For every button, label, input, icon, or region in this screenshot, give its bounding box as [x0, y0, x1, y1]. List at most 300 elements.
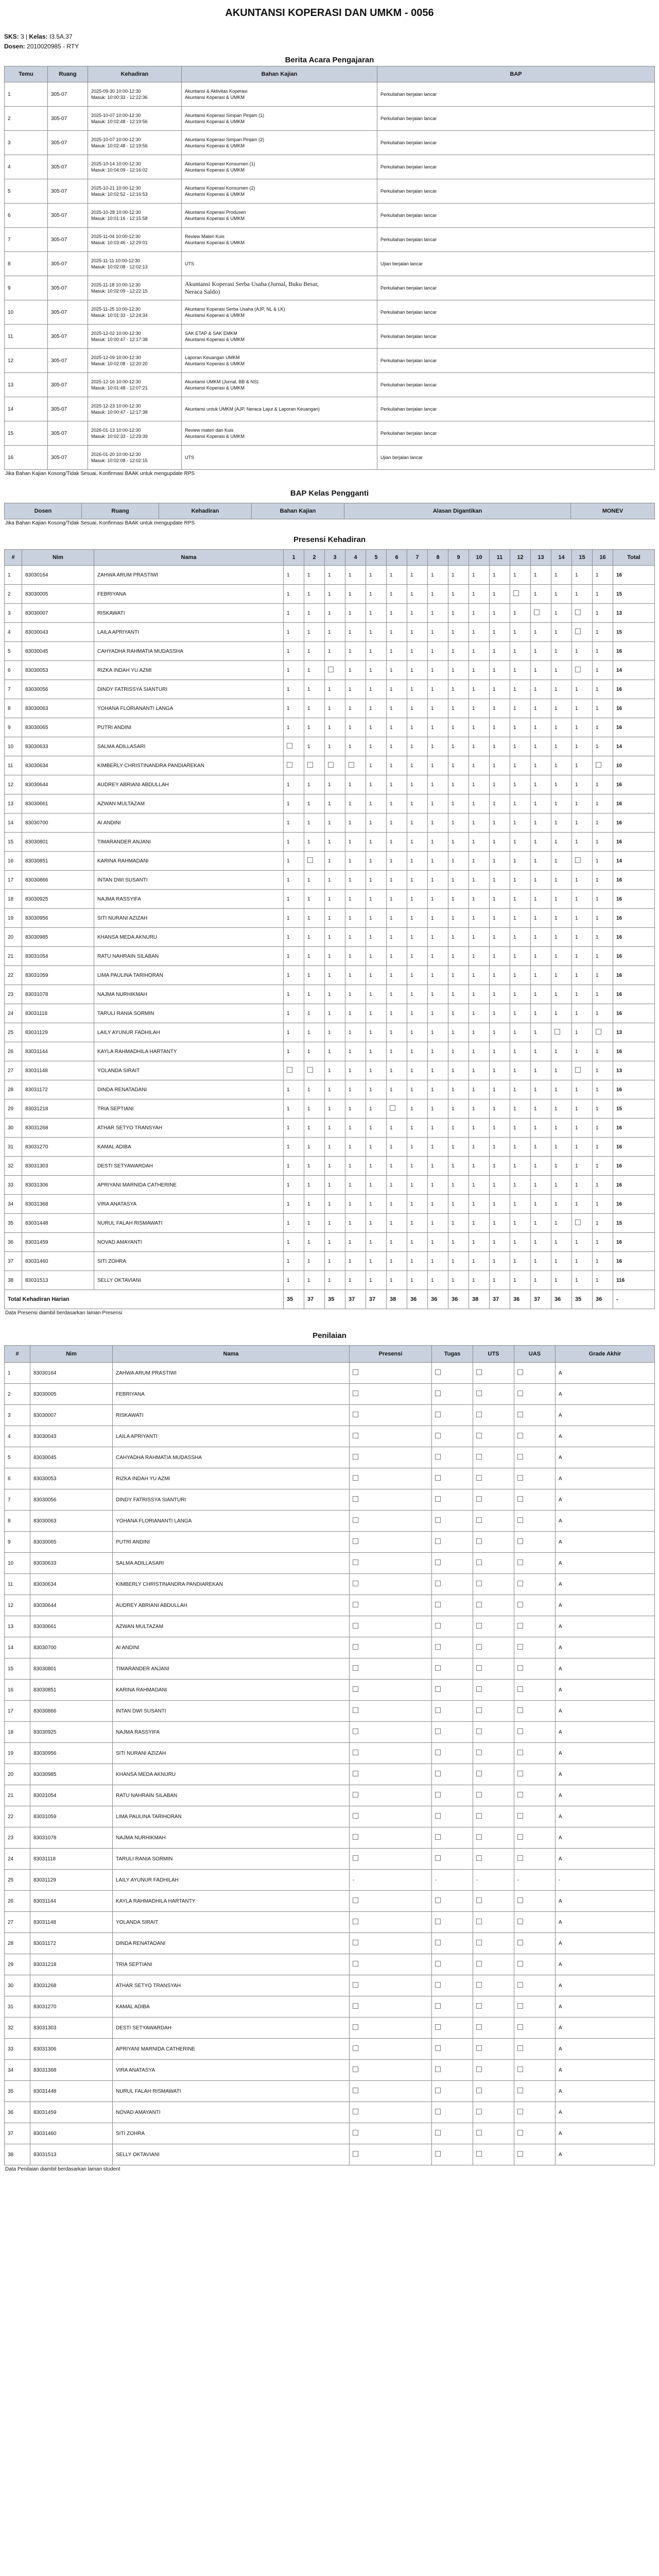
- attendance-cell: 1: [428, 985, 448, 1004]
- attendance-cell: 1: [387, 1004, 407, 1023]
- score-checkbox-icon: [353, 1391, 358, 1396]
- student-nim: 83031218: [30, 1954, 113, 1975]
- attendance-total: 16: [613, 1118, 655, 1138]
- attendance-cell: 1: [572, 1042, 593, 1061]
- bap-schedule: 2025-10-21 10:00-12:30: [91, 185, 141, 191]
- attendance-cell: 1: [325, 566, 345, 585]
- table-row: [5, 2081, 655, 2102]
- kelas-value: I3.5A.37: [49, 33, 73, 40]
- attendance-cell: 1: [593, 947, 613, 966]
- attendance-cell: 1: [387, 909, 407, 928]
- score-checkbox-icon: [353, 1517, 358, 1523]
- attendance-cell: 1: [448, 1080, 469, 1099]
- absent-checkbox-icon: [575, 667, 581, 672]
- bap-ruang: 305-07: [48, 107, 88, 131]
- score-cell: [350, 1975, 432, 1996]
- row-number: 1: [5, 566, 22, 585]
- student-nim: 83031078: [30, 1827, 113, 1849]
- attendance-cell: 1: [469, 680, 490, 699]
- daily-total-value: 37: [345, 1290, 366, 1309]
- attendance-cell: 1: [510, 794, 531, 814]
- student-name: CAHYADHA RAHMATIA MUDASSHA: [113, 1447, 350, 1468]
- score-cell: [432, 1489, 473, 1511]
- score-checkbox-icon: [435, 1940, 441, 1945]
- attendance-cell: 1: [593, 852, 613, 871]
- attendance-cell: 1: [448, 1271, 469, 1290]
- student-name: NAJMA RASSYIFA: [94, 890, 284, 909]
- attendance-cell: 1: [304, 1157, 325, 1176]
- penilaian-col-header: #: [5, 1346, 30, 1363]
- absent-checkbox-icon: [307, 1067, 313, 1073]
- attendance-cell: 1: [551, 814, 572, 833]
- score-checkbox-icon: [435, 1982, 441, 1988]
- score-cell: [432, 1701, 473, 1722]
- score-cell: [514, 1849, 556, 1870]
- table-row: [5, 890, 655, 909]
- attendance-cell: 1: [490, 1138, 510, 1157]
- score-cell: -: [473, 1870, 514, 1891]
- attendance-cell: 1: [531, 1118, 551, 1138]
- attendance-cell: 1: [284, 1118, 304, 1138]
- bap-temu: 10: [5, 300, 48, 325]
- attendance-cell: 1: [490, 794, 510, 814]
- presensi-table: [4, 549, 655, 1309]
- table-row: [5, 1042, 655, 1061]
- attendance-cell: 1: [407, 1271, 428, 1290]
- attendance-cell: 1: [510, 1271, 531, 1290]
- bap-kajian-line: Akuntansi Koperasi Konsumen (1): [185, 161, 255, 166]
- absent-checkbox-icon: [513, 590, 519, 596]
- bap-ruang: 305-07: [48, 179, 88, 204]
- attendance-cell: 1: [366, 1080, 387, 1099]
- attendance-total: 116: [613, 1271, 655, 1290]
- score-cell: [514, 1489, 556, 1511]
- bap-temu: 2: [5, 107, 48, 131]
- attendance-cell: 1: [428, 775, 448, 794]
- score-cell: [473, 1764, 514, 1785]
- score-checkbox-icon: [353, 1602, 358, 1607]
- score-cell: [432, 1743, 473, 1764]
- attendance-cell: 1: [325, 699, 345, 718]
- score-checkbox-icon: [517, 1771, 523, 1776]
- score-checkbox-icon: [353, 1623, 358, 1629]
- attendance-cell: 1: [448, 775, 469, 794]
- attendance-cell: 1: [284, 947, 304, 966]
- score-checkbox-icon: [353, 1686, 358, 1692]
- final-grade: A: [556, 1553, 655, 1574]
- attendance-cell: 1: [325, 1061, 345, 1080]
- attendance-cell: 1: [531, 1214, 551, 1233]
- bap-attendance-time: Masuk: 10:02:08 - 12:02:13: [91, 264, 148, 269]
- row-number: 38: [5, 2144, 30, 2165]
- score-checkbox-icon: [476, 2003, 482, 2009]
- attendance-cell: 1: [551, 699, 572, 718]
- score-cell: [514, 1637, 556, 1658]
- score-checkbox-icon: [476, 2045, 482, 2051]
- presensi-col-header: 5: [366, 550, 387, 566]
- attendance-cell: 1: [304, 661, 325, 680]
- penilaian-note: Data Penilaian diambil berdasarkan laman student: [5, 2166, 120, 2172]
- table-row: [5, 1118, 655, 1138]
- attendance-cell: 1: [345, 966, 366, 985]
- bap-kehadiran: [88, 349, 182, 373]
- student-nim: 83030005: [30, 1384, 113, 1405]
- score-checkbox-icon: [435, 1728, 441, 1734]
- bap-kehadiran: [88, 131, 182, 155]
- attendance-cell: 1: [325, 947, 345, 966]
- attendance-cell: 1: [448, 833, 469, 852]
- table-row: [5, 1252, 655, 1271]
- attendance-cell: [325, 756, 345, 775]
- student-nim: 83031218: [22, 1099, 94, 1118]
- attendance-cell: 1: [366, 871, 387, 890]
- score-cell: [350, 1743, 432, 1764]
- attendance-cell: 1: [551, 756, 572, 775]
- row-number: 10: [5, 1553, 30, 1574]
- bap-bahan-kajian: [182, 373, 377, 397]
- score-cell: [432, 1849, 473, 1870]
- score-cell: [432, 1595, 473, 1616]
- attendance-cell: 1: [572, 566, 593, 585]
- attendance-cell: 1: [387, 985, 407, 1004]
- attendance-cell: 1: [284, 1080, 304, 1099]
- row-number: 34: [5, 1195, 22, 1214]
- attendance-total: 16: [613, 680, 655, 699]
- attendance-cell: 1: [593, 566, 613, 585]
- attendance-cell: 1: [593, 775, 613, 794]
- attendance-cell: 1: [572, 1271, 593, 1290]
- table-row: [5, 1468, 655, 1489]
- bap-bahan-kajian: [182, 325, 377, 349]
- score-checkbox-icon: [476, 1792, 482, 1798]
- score-cell: [473, 1532, 514, 1553]
- score-cell: [473, 1996, 514, 2018]
- attendance-cell: 1: [448, 661, 469, 680]
- score-cell: [514, 1595, 556, 1616]
- attendance-cell: 1: [469, 909, 490, 928]
- student-name: LIMA PAULINA TARIHORAN: [94, 966, 284, 985]
- attendance-cell: 1: [572, 718, 593, 737]
- row-number: 29: [5, 1954, 30, 1975]
- attendance-cell: 1: [428, 1118, 448, 1138]
- student-nim: 83030053: [30, 1468, 113, 1489]
- attendance-cell: 1: [469, 928, 490, 947]
- score-checkbox-icon: [476, 2109, 482, 2114]
- attendance-cell: 1: [325, 833, 345, 852]
- attendance-total: 16: [613, 1157, 655, 1176]
- row-number: 37: [5, 1252, 22, 1271]
- attendance-cell: 1: [510, 1233, 531, 1252]
- row-number: 21: [5, 947, 22, 966]
- student-nim: 83030634: [22, 756, 94, 775]
- student-nim: 83031054: [30, 1785, 113, 1806]
- score-checkbox-icon: [517, 1369, 523, 1375]
- pengganti-col-header: Kehadiran: [159, 503, 252, 519]
- attendance-cell: 1: [510, 1214, 531, 1233]
- attendance-cell: 1: [325, 1004, 345, 1023]
- score-checkbox-icon: [517, 1496, 523, 1502]
- score-cell: [432, 1553, 473, 1574]
- score-checkbox-icon: [435, 1581, 441, 1586]
- attendance-cell: 1: [490, 1099, 510, 1118]
- attendance-cell: 1: [366, 947, 387, 966]
- pengganti-col-header: Bahan Kajian: [252, 503, 344, 519]
- score-cell: [473, 1468, 514, 1489]
- attendance-cell: 1: [428, 642, 448, 661]
- absent-checkbox-icon: [287, 1067, 292, 1073]
- attendance-cell: 1: [593, 1118, 613, 1138]
- bap-status: Perkuliahan berjalan lancar: [377, 421, 655, 446]
- attendance-cell: 1: [387, 1080, 407, 1099]
- attendance-cell: 1: [304, 1080, 325, 1099]
- student-nim: 83031118: [22, 1004, 94, 1023]
- attendance-total: 16: [613, 1138, 655, 1157]
- score-checkbox-icon: [517, 2003, 523, 2009]
- attendance-cell: 1: [531, 642, 551, 661]
- attendance-cell: [593, 1023, 613, 1042]
- attendance-cell: 1: [448, 1118, 469, 1138]
- attendance-cell: 1: [304, 1004, 325, 1023]
- attendance-cell: 1: [407, 1138, 428, 1157]
- attendance-cell: 1: [490, 756, 510, 775]
- attendance-cell: 1: [531, 1099, 551, 1118]
- table-row: [5, 1080, 655, 1099]
- attendance-cell: 1: [551, 642, 572, 661]
- attendance-cell: 1: [593, 1214, 613, 1233]
- attendance-cell: 1: [407, 585, 428, 604]
- score-checkbox-icon: [476, 1919, 482, 1924]
- student-nim: 83030985: [22, 928, 94, 947]
- student-name: TIMARANDER ANJANI: [94, 833, 284, 852]
- attendance-cell: 1: [510, 1042, 531, 1061]
- attendance-cell: 1: [428, 1061, 448, 1080]
- score-cell: [514, 1933, 556, 1954]
- bap-schedule: 2025-09-30 10:00-12:30: [91, 89, 141, 94]
- daily-total-label: Total Kehadiran Harian: [5, 1290, 284, 1309]
- absent-checkbox-icon: [349, 762, 354, 768]
- attendance-cell: 1: [510, 642, 531, 661]
- attendance-cell: 1: [407, 604, 428, 623]
- score-checkbox-icon: [353, 1433, 358, 1438]
- attendance-cell: 1: [428, 890, 448, 909]
- score-cell: [473, 1722, 514, 1743]
- attendance-cell: 1: [531, 699, 551, 718]
- attendance-cell: 1: [469, 718, 490, 737]
- score-cell: [473, 1637, 514, 1658]
- attendance-cell: 1: [366, 985, 387, 1004]
- score-cell: [514, 1975, 556, 1996]
- row-number: 4: [5, 623, 22, 642]
- score-checkbox-icon: [517, 1728, 523, 1734]
- attendance-cell: [572, 852, 593, 871]
- score-cell: -: [350, 1870, 432, 1891]
- attendance-cell: 1: [284, 1004, 304, 1023]
- attendance-cell: 1: [325, 585, 345, 604]
- row-number: 31: [5, 1138, 22, 1157]
- attendance-cell: 1: [284, 680, 304, 699]
- row-number: 2: [5, 585, 22, 604]
- student-name: YOHANA FLORIANANTI LANGA: [113, 1511, 350, 1532]
- row-number: 27: [5, 1061, 22, 1080]
- attendance-cell: 1: [325, 871, 345, 890]
- row-number: 28: [5, 1933, 30, 1954]
- row-number: 25: [5, 1023, 22, 1042]
- score-checkbox-icon: [353, 1475, 358, 1481]
- row-number: 10: [5, 737, 22, 756]
- attendance-cell: 1: [284, 718, 304, 737]
- score-checkbox-icon: [353, 1644, 358, 1650]
- table-row: [5, 2018, 655, 2039]
- attendance-cell: 1: [387, 1042, 407, 1061]
- student-nim: 83030985: [30, 1764, 113, 1785]
- bap-status: Perkuliahan berjalan lancar: [377, 204, 655, 228]
- attendance-cell: 1: [469, 623, 490, 642]
- score-cell: [432, 1954, 473, 1975]
- final-grade: A: [556, 2039, 655, 2060]
- score-cell: [473, 1574, 514, 1595]
- score-cell: [514, 1954, 556, 1975]
- student-name: SITI ZOHRA: [113, 2123, 350, 2144]
- table-row: [5, 909, 655, 928]
- student-name: SITI NURANI AZIZAH: [113, 1743, 350, 1764]
- table-row: [5, 737, 655, 756]
- student-name: AZWAN MULTAZAM: [113, 1616, 350, 1637]
- bap-attendance-time: Masuk: 10:02:48 - 12:19:56: [91, 119, 148, 124]
- row-number: 6: [5, 661, 22, 680]
- attendance-cell: 1: [304, 1118, 325, 1138]
- bap-bahan-kajian: [182, 252, 377, 276]
- bap-kajian-line: Akuntansi Koperasi Produsen: [185, 210, 246, 215]
- attendance-cell: 1: [448, 1157, 469, 1176]
- table-row: [5, 718, 655, 737]
- attendance-cell: 1: [593, 814, 613, 833]
- table-row: [5, 1891, 655, 1912]
- attendance-cell: 1: [531, 1252, 551, 1271]
- attendance-cell: 1: [387, 737, 407, 756]
- attendance-cell: 1: [490, 947, 510, 966]
- table-row: [5, 1722, 655, 1743]
- bap-schedule: 2025-11-11 10:00-12:30: [91, 258, 141, 263]
- row-number: 31: [5, 1996, 30, 2018]
- attendance-cell: [304, 756, 325, 775]
- score-cell: [350, 1405, 432, 1426]
- attendance-cell: 1: [469, 566, 490, 585]
- attendance-total: 16: [613, 642, 655, 661]
- bap-ruang: 305-07: [48, 325, 88, 349]
- attendance-cell: 1: [387, 1138, 407, 1157]
- student-nim: 83031118: [30, 1849, 113, 1870]
- table-row: [5, 1954, 655, 1975]
- attendance-cell: 1: [304, 1176, 325, 1195]
- table-row: [5, 1553, 655, 1574]
- final-grade: A: [556, 1975, 655, 1996]
- attendance-cell: 1: [551, 1004, 572, 1023]
- attendance-cell: 1: [572, 1138, 593, 1157]
- student-nim: 83030956: [22, 909, 94, 928]
- bap-kehadiran: [88, 276, 182, 300]
- final-grade: A: [556, 1680, 655, 1701]
- attendance-cell: 1: [284, 642, 304, 661]
- bap-ruang: 305-07: [48, 276, 88, 300]
- student-name: INTAN DWI SUSANTI: [113, 1701, 350, 1722]
- attendance-cell: 1: [490, 1004, 510, 1023]
- page: [4, 0, 655, 2182]
- row-number: 32: [5, 1157, 22, 1176]
- attendance-cell: 1: [510, 1157, 531, 1176]
- attendance-cell: 1: [510, 756, 531, 775]
- score-cell: [514, 1553, 556, 1574]
- attendance-cell: 1: [448, 1176, 469, 1195]
- score-checkbox-icon: [476, 1433, 482, 1438]
- absent-checkbox-icon: [596, 1029, 601, 1035]
- final-grade: A: [556, 1616, 655, 1637]
- score-cell: [350, 2018, 432, 2039]
- attendance-cell: 1: [428, 699, 448, 718]
- attendance-cell: 1: [428, 1080, 448, 1099]
- student-nim: 83031513: [30, 2144, 113, 2165]
- attendance-cell: 1: [407, 1195, 428, 1214]
- attendance-cell: 1: [325, 775, 345, 794]
- table-row: [5, 585, 655, 604]
- attendance-cell: 1: [387, 1118, 407, 1138]
- score-cell: [350, 1701, 432, 1722]
- table-row: [5, 1806, 655, 1827]
- student-nim: 83031129: [30, 1870, 113, 1891]
- student-name: AI ANDINI: [94, 814, 284, 833]
- score-checkbox-icon: [476, 1454, 482, 1460]
- table-row: [5, 446, 655, 470]
- table-row: [5, 1405, 655, 1426]
- score-checkbox-icon: [476, 1834, 482, 1840]
- score-checkbox-icon: [435, 1750, 441, 1755]
- bap-kehadiran: [88, 252, 182, 276]
- attendance-cell: 1: [448, 890, 469, 909]
- bap-attendance-time: Masuk: 10:02:08 - 12:02:15: [91, 458, 148, 463]
- student-name: KARINA RAHMADANI: [94, 852, 284, 871]
- pengganti-col-header: Dosen: [5, 503, 82, 519]
- score-checkbox-icon: [353, 1897, 358, 1903]
- attendance-cell: 1: [325, 1195, 345, 1214]
- attendance-cell: 1: [510, 775, 531, 794]
- attendance-cell: 1: [448, 909, 469, 928]
- attendance-cell: 1: [345, 642, 366, 661]
- score-checkbox-icon: [353, 1454, 358, 1460]
- score-cell: [350, 2060, 432, 2081]
- attendance-cell: 1: [366, 1252, 387, 1271]
- score-checkbox-icon: [476, 1412, 482, 1417]
- score-checkbox-icon: [353, 1412, 358, 1417]
- table-row: [5, 1764, 655, 1785]
- score-cell: [432, 1574, 473, 1595]
- score-checkbox-icon: [353, 1707, 358, 1713]
- score-checkbox-icon: [517, 1475, 523, 1481]
- score-cell: [350, 1363, 432, 1384]
- attendance-cell: 1: [284, 909, 304, 928]
- student-nim: 83030063: [22, 699, 94, 718]
- attendance-cell: 1: [428, 661, 448, 680]
- table-row: [5, 155, 655, 179]
- table-row: [5, 300, 655, 325]
- attendance-cell: 1: [366, 1023, 387, 1042]
- bap-kajian-line: Laporan Keuangan UMKM: [185, 355, 240, 360]
- attendance-cell: 1: [284, 1138, 304, 1157]
- table-row: [5, 1849, 655, 1870]
- attendance-cell: 1: [490, 814, 510, 833]
- student-name: AUDREY ABRIANI ABDULLAH: [94, 775, 284, 794]
- attendance-cell: 1: [572, 1118, 593, 1138]
- attendance-cell: 1: [366, 966, 387, 985]
- attendance-cell: 1: [428, 1157, 448, 1176]
